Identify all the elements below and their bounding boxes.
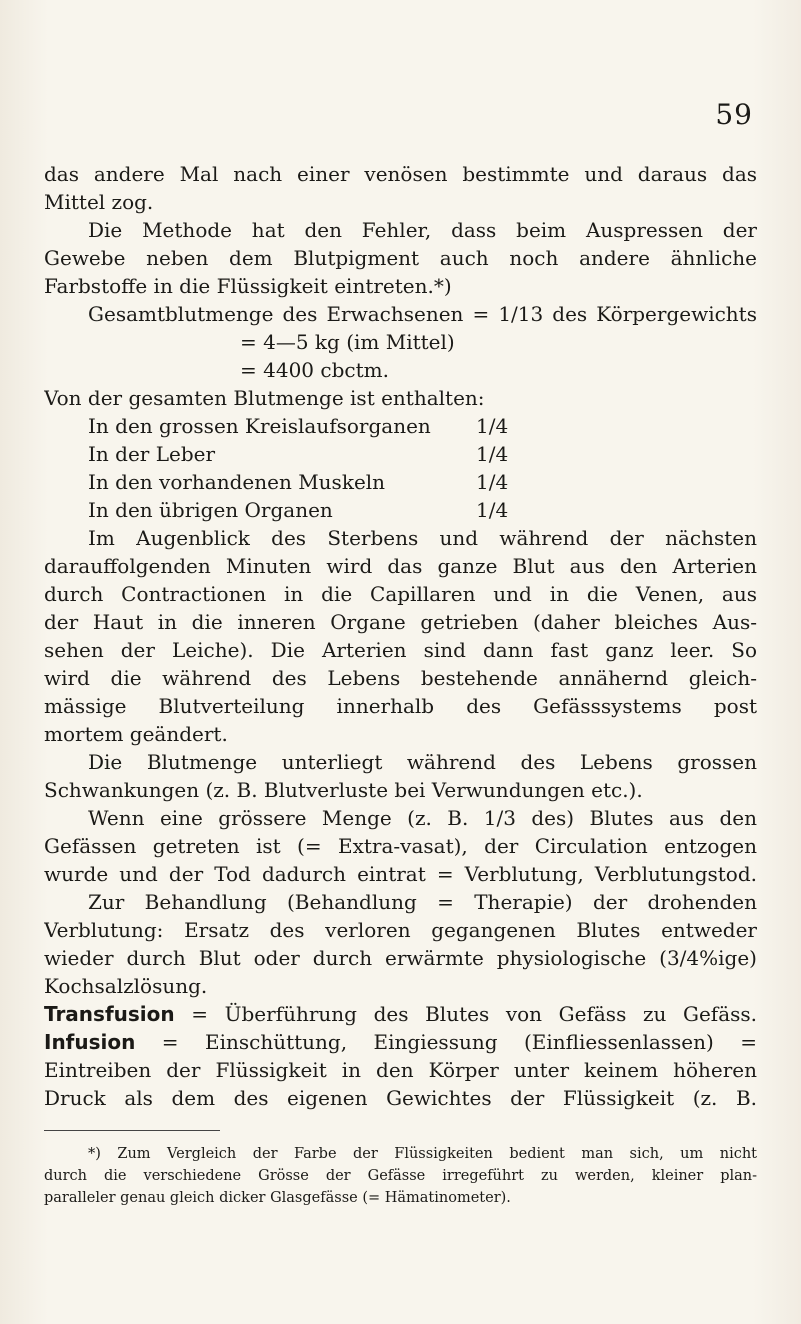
blood-volume-cbctm: = 4400 cbctm. [240, 358, 389, 382]
blood-volume-equation: Gesamtblutmenge des Erwachsenen = 1/13 des Körpergewichts [88, 302, 757, 326]
distribution-label: In den grossen Kreislaufsorganen [88, 414, 431, 438]
text-line: wurde und der Tod dadurch eintrat = Verblutung, Verblutungstod. [44, 862, 757, 886]
distribution-fraction: 1/4 [476, 414, 509, 438]
footnote-divider [44, 1130, 220, 1131]
page-number: 59 [715, 98, 753, 131]
text-line: sehen der Leiche). Die Arterien sind dann fast ganz leer. So [44, 638, 757, 662]
footnote-line: durch die verschiedene Grösse der Gefässe irregeführt zu werden, kleiner plan- [44, 1168, 757, 1184]
distribution-fraction: 1/4 [476, 470, 509, 494]
footnote [44, 1143, 757, 1209]
text-line: wird die während des Lebens bestehende annähernd gleich- [44, 666, 757, 690]
transfusion-text: = Überführung des Blutes von Gefäss zu Gefäss. [191, 1002, 757, 1026]
distribution-row [44, 440, 757, 468]
infusion-term: Infusion [44, 1030, 136, 1054]
text-line: Von der gesamten Blutmenge ist enthalten: [44, 386, 485, 410]
text-line: darauffolgenden Minuten wird das ganze Blut aus den Arterien [44, 554, 757, 578]
text-line: Mittel zog. [44, 190, 154, 214]
text-line: Farbstoffe in die Flüssigkeit eintreten.*) [44, 274, 452, 298]
text-line: wieder durch Blut oder durch erwärmte physiologische (3/4%ige) [44, 946, 757, 970]
transfusion-term: Transfusion [44, 1002, 175, 1026]
text-line: Im Augenblick des Sterbens und während der nächsten [88, 526, 757, 550]
infusion-text: = Einschüttung, Eingiessung (Einfliessenlassen) = [161, 1030, 757, 1054]
text-line: Verblutung: Ersatz des verloren gegangenen Blutes entweder [44, 918, 757, 942]
text-line: Schwankungen (z. B. Blutverluste bei Verwundungen etc.). [44, 778, 643, 802]
text-line: Die Methode hat den Fehler, dass beim Auspressen der [88, 218, 757, 242]
text-line: Kochsalzlösung. [44, 974, 208, 998]
distribution-label: In den vorhandenen Muskeln [88, 470, 386, 494]
footnote-line: paralleler genau gleich dicker Glasgefässe (= Hämatinometer). [44, 1190, 511, 1206]
text-line: Druck als dem des eigenen Gewichtes der Flüssigkeit (z. B. [44, 1086, 757, 1110]
text-line: Wenn eine grössere Menge (z. B. 1/3 des) Blutes aus den [88, 806, 757, 830]
distribution-fraction: 1/4 [476, 498, 509, 522]
text-line: Eintreiben der Flüssigkeit in den Körper unter keinem höheren [44, 1058, 757, 1082]
distribution-row [44, 412, 757, 440]
text-line: mortem geändert. [44, 722, 228, 746]
distribution-fraction: 1/4 [476, 442, 509, 466]
infusion-definition [44, 1028, 757, 1056]
footnote-line: *) Zum Vergleich der Farbe der Flüssigkeiten bedient man sich, um nicht [88, 1146, 757, 1162]
distribution-row [44, 468, 757, 496]
text-line: Zur Behandlung (Behandlung = Therapie) der drohenden [88, 890, 757, 914]
distribution-label: In den übrigen Organen [88, 498, 333, 522]
distribution-row [44, 496, 757, 524]
text-line: Gefässen getreten ist (= Extra-vasat), der Circulation entzogen [44, 834, 757, 858]
body-text [44, 160, 757, 1209]
text-line: durch Contractionen in die Capillaren und in die Venen, aus [44, 582, 757, 606]
distribution-label: In der Leber [88, 442, 216, 466]
text-line: der Haut in die inneren Organe getrieben (daher bleiches Aus- [44, 610, 757, 634]
transfusion-definition [44, 1000, 757, 1028]
text-line: Die Blutmenge unterliegt während des Lebens grossen [88, 750, 757, 774]
blood-volume-weight: = 4—5 kg (im Mittel) [240, 330, 455, 354]
text-line: Gewebe neben dem Blutpigment auch noch andere ähnliche [44, 246, 757, 270]
text-line: mässige Blutverteilung innerhalb des Gefässsystems post [44, 694, 757, 718]
text-line: das andere Mal nach einer venösen bestimmte und daraus das [44, 162, 757, 186]
